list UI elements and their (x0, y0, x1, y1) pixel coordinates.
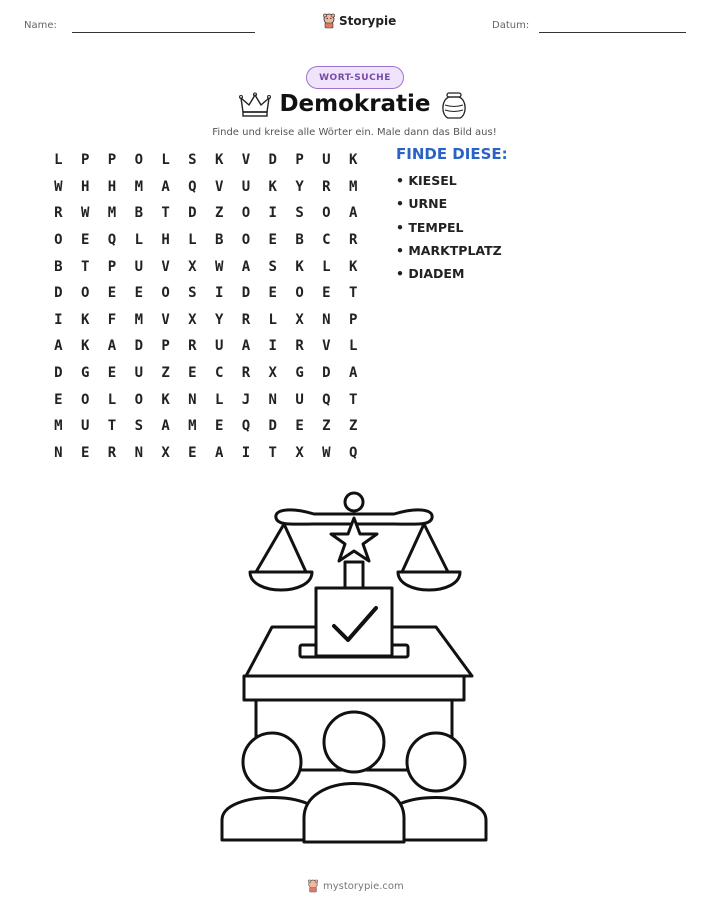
grid-letter[interactable]: M (134, 178, 143, 195)
grid-letter[interactable]: E (54, 391, 63, 408)
grid-letter[interactable]: D (54, 285, 63, 302)
grid-letter[interactable]: U (214, 338, 224, 355)
brand (322, 13, 396, 29)
grid-letter[interactable]: L (54, 152, 63, 169)
grid-letter[interactable]: A (241, 338, 251, 355)
date-line (539, 32, 686, 33)
grid-letter[interactable]: M (348, 178, 358, 195)
instructions: Finde und kreise alle Wörter ein. Male dann das Bild aus! (212, 127, 497, 138)
grid-letter[interactable]: K (80, 311, 90, 328)
grid-letter[interactable]: Z (161, 365, 170, 382)
grid-letter[interactable]: K (214, 152, 224, 169)
grid-letter[interactable]: T (348, 391, 358, 408)
grid-letter[interactable]: X (295, 311, 304, 328)
grid-letter[interactable]: R (241, 365, 251, 382)
name-line (72, 32, 255, 33)
grid-letter[interactable]: M (134, 311, 143, 328)
grid-letter[interactable]: Z (348, 418, 358, 435)
grid-letter[interactable]: B (214, 232, 224, 249)
grid-letter[interactable]: S (188, 285, 197, 302)
grid-letter[interactable]: P (295, 152, 304, 169)
grid-letter[interactable]: O (322, 205, 331, 222)
grid-letter[interactable]: H (80, 178, 90, 195)
storypie-logo-icon (307, 879, 319, 893)
grid-letter[interactable]: N (134, 444, 143, 461)
grid-letter[interactable]: X (188, 258, 197, 275)
grid-letter[interactable]: U (134, 258, 143, 275)
grid-letter[interactable]: N (268, 391, 277, 408)
grid-letter[interactable]: O (241, 232, 251, 249)
grid-letter[interactable]: A (54, 338, 63, 355)
storypie-logo-icon (322, 13, 336, 29)
grid-letter[interactable]: A (161, 178, 170, 195)
grid-letter[interactable]: S (268, 258, 277, 275)
grid-letter[interactable]: R (54, 205, 63, 222)
grid-letter[interactable]: U (322, 152, 331, 169)
grid-letter[interactable]: J (241, 391, 251, 408)
grid-letter[interactable]: P (107, 152, 117, 169)
grid-letter[interactable]: M (54, 418, 63, 435)
grid-letter[interactable]: V (161, 258, 170, 275)
grid-letter[interactable]: K (295, 258, 304, 275)
grid-letter[interactable]: R (107, 444, 117, 461)
grid-letter[interactable]: K (268, 178, 277, 195)
grid-letter[interactable]: A (214, 444, 224, 461)
word-search-grid[interactable] (45, 147, 367, 466)
date-label: Datum: (492, 20, 530, 31)
grid-letter[interactable]: T (348, 285, 358, 302)
grid-letter[interactable]: L (134, 232, 143, 249)
grid-letter[interactable]: E (268, 285, 277, 302)
grid-letter[interactable]: Q (107, 232, 117, 249)
grid-letter[interactable]: H (107, 178, 117, 195)
grid-letter[interactable]: F (107, 311, 117, 328)
grid-letter[interactable]: S (295, 205, 304, 222)
grid-letter[interactable]: A (241, 258, 251, 275)
grid-letter[interactable]: N (54, 444, 63, 461)
grid-letter[interactable]: C (214, 365, 224, 382)
grid-letter[interactable]: K (161, 391, 170, 408)
grid-letter[interactable]: E (107, 365, 117, 382)
grid-letter[interactable]: R (241, 311, 251, 328)
grid-letter[interactable]: O (134, 391, 143, 408)
grid-letter[interactable]: A (161, 418, 170, 435)
grid-letter[interactable]: Q (188, 178, 197, 195)
grid-letter[interactable]: D (268, 418, 277, 435)
name-label: Name: (24, 20, 57, 31)
grid-letter[interactable]: R (322, 178, 331, 195)
grid-letter[interactable]: K (80, 338, 90, 355)
ballot-justice-scale-illustration (214, 490, 494, 850)
grid-letter[interactable]: X (161, 444, 170, 461)
word-list-item: • KIESEL (396, 173, 457, 188)
grid-letter[interactable]: D (268, 152, 277, 169)
grid-letter[interactable]: D (322, 365, 331, 382)
grid-letter[interactable]: P (107, 258, 117, 275)
grid-letter[interactable]: O (80, 391, 90, 408)
grid-letter[interactable]: W (322, 444, 331, 461)
grid-letter[interactable]: E (268, 232, 277, 249)
footer (307, 879, 404, 893)
grid-letter[interactable]: R (348, 232, 358, 249)
urn-icon (439, 91, 469, 121)
word-list (396, 171, 502, 287)
grid-letter[interactable]: O (295, 285, 304, 302)
grid-letter[interactable]: L (322, 258, 331, 275)
grid-letter[interactable]: E (80, 444, 90, 461)
grid-letter[interactable]: O (161, 285, 170, 302)
grid-letter[interactable]: X (295, 444, 304, 461)
grid-letter[interactable]: I (214, 285, 224, 302)
grid-letter[interactable]: N (322, 311, 331, 328)
grid-letter[interactable]: O (80, 285, 90, 302)
grid-letter[interactable]: T (80, 258, 90, 275)
grid-letter[interactable]: E (80, 232, 90, 249)
grid-letter[interactable]: V (322, 338, 331, 355)
grid-letter[interactable]: W (80, 205, 90, 222)
grid-letter[interactable]: S (188, 152, 197, 169)
grid-letter[interactable]: L (268, 311, 277, 328)
grid-letter[interactable]: Z (322, 418, 331, 435)
grid-letter[interactable]: R (188, 338, 197, 355)
grid-letter[interactable]: D (241, 285, 251, 302)
grid-letter[interactable]: L (107, 391, 117, 408)
grid-letter[interactable]: B (134, 205, 143, 222)
grid-letter[interactable]: E (295, 418, 304, 435)
grid-letter[interactable]: N (188, 391, 197, 408)
grid-letter[interactable]: H (161, 232, 170, 249)
grid-letter[interactable]: A (348, 205, 358, 222)
grid-letter[interactable]: Z (214, 205, 224, 222)
grid-letter[interactable]: M (188, 418, 197, 435)
grid-letter[interactable]: R (295, 338, 304, 355)
grid-letter[interactable]: T (107, 418, 117, 435)
grid-letter[interactable]: A (107, 338, 117, 355)
grid-letter[interactable]: V (241, 152, 251, 169)
word-list-item: • DIADEM (396, 266, 465, 282)
grid-letter[interactable]: E (107, 285, 117, 302)
grid-letter[interactable]: P (348, 311, 358, 328)
grid-letter[interactable]: Q (348, 444, 358, 461)
grid-letter[interactable]: I (241, 444, 251, 461)
grid-letter[interactable]: L (161, 152, 170, 169)
grid-letter[interactable]: X (268, 365, 277, 382)
worksheet-type-badge: WORT-SUCHE (306, 66, 404, 89)
page-title: Demokratie (279, 91, 431, 117)
grid-letter[interactable]: E (322, 285, 331, 302)
grid-letter[interactable]: U (134, 365, 143, 382)
grid-letter[interactable]: E (188, 365, 197, 382)
grid-letter[interactable]: O (54, 232, 63, 249)
grid-letter[interactable]: B (54, 258, 63, 275)
grid-letter[interactable]: M (107, 205, 117, 222)
word-list-item: • TEMPEL (396, 219, 464, 235)
grid-letter[interactable]: D (134, 338, 143, 355)
grid-letter[interactable]: I (268, 205, 277, 222)
grid-letter[interactable]: P (80, 152, 90, 169)
grid-letter[interactable]: E (134, 285, 143, 302)
word-list-heading: FINDE DIESE: (396, 145, 508, 163)
grid-letter[interactable]: Q (241, 418, 251, 435)
grid-letter[interactable]: O (241, 205, 251, 222)
grid-letter[interactable]: K (348, 258, 358, 275)
grid-letter[interactable]: Y (295, 178, 304, 195)
grid-letter[interactable]: V (214, 178, 224, 195)
grid-letter[interactable]: E (214, 418, 224, 435)
word-list-item: • URNE (396, 196, 448, 212)
brand-name: Storypie (339, 14, 397, 28)
grid-letter[interactable]: I (54, 311, 63, 328)
footer-url[interactable]: mystorypie.com (323, 880, 404, 892)
grid-letter[interactable]: O (134, 152, 143, 169)
grid-letter[interactable]: W (214, 258, 224, 275)
grid-letter[interactable]: W (54, 178, 63, 195)
grid-letter[interactable]: K (348, 152, 358, 169)
grid-letter[interactable]: G (295, 365, 304, 382)
grid-letter[interactable]: U (295, 391, 304, 408)
grid-letter[interactable]: X (188, 311, 197, 328)
grid-letter[interactable]: Q (322, 391, 331, 408)
grid-letter[interactable]: B (295, 232, 304, 249)
grid-letter[interactable]: C (322, 232, 331, 249)
grid-letter[interactable]: T (268, 444, 277, 461)
grid-letter[interactable]: D (54, 365, 63, 382)
grid-letter[interactable]: L (214, 391, 224, 408)
grid-letter[interactable]: L (348, 338, 358, 355)
grid-letter[interactable]: I (268, 338, 277, 355)
grid-letter[interactable]: U (241, 178, 251, 195)
grid-letter[interactable]: T (161, 205, 170, 222)
grid-letter[interactable]: P (161, 338, 170, 355)
grid-letter[interactable]: E (188, 444, 197, 461)
grid-letter[interactable]: S (134, 418, 143, 435)
word-list-item: • MARKTPLATZ (396, 242, 502, 258)
grid-letter[interactable]: A (348, 365, 358, 382)
grid-letter[interactable]: L (188, 232, 197, 249)
grid-letter[interactable]: D (188, 205, 197, 222)
grid-letter[interactable]: G (80, 365, 90, 382)
grid-letter[interactable]: V (161, 311, 170, 328)
grid-letter[interactable]: U (80, 418, 90, 435)
grid-letter[interactable]: Y (214, 311, 224, 328)
